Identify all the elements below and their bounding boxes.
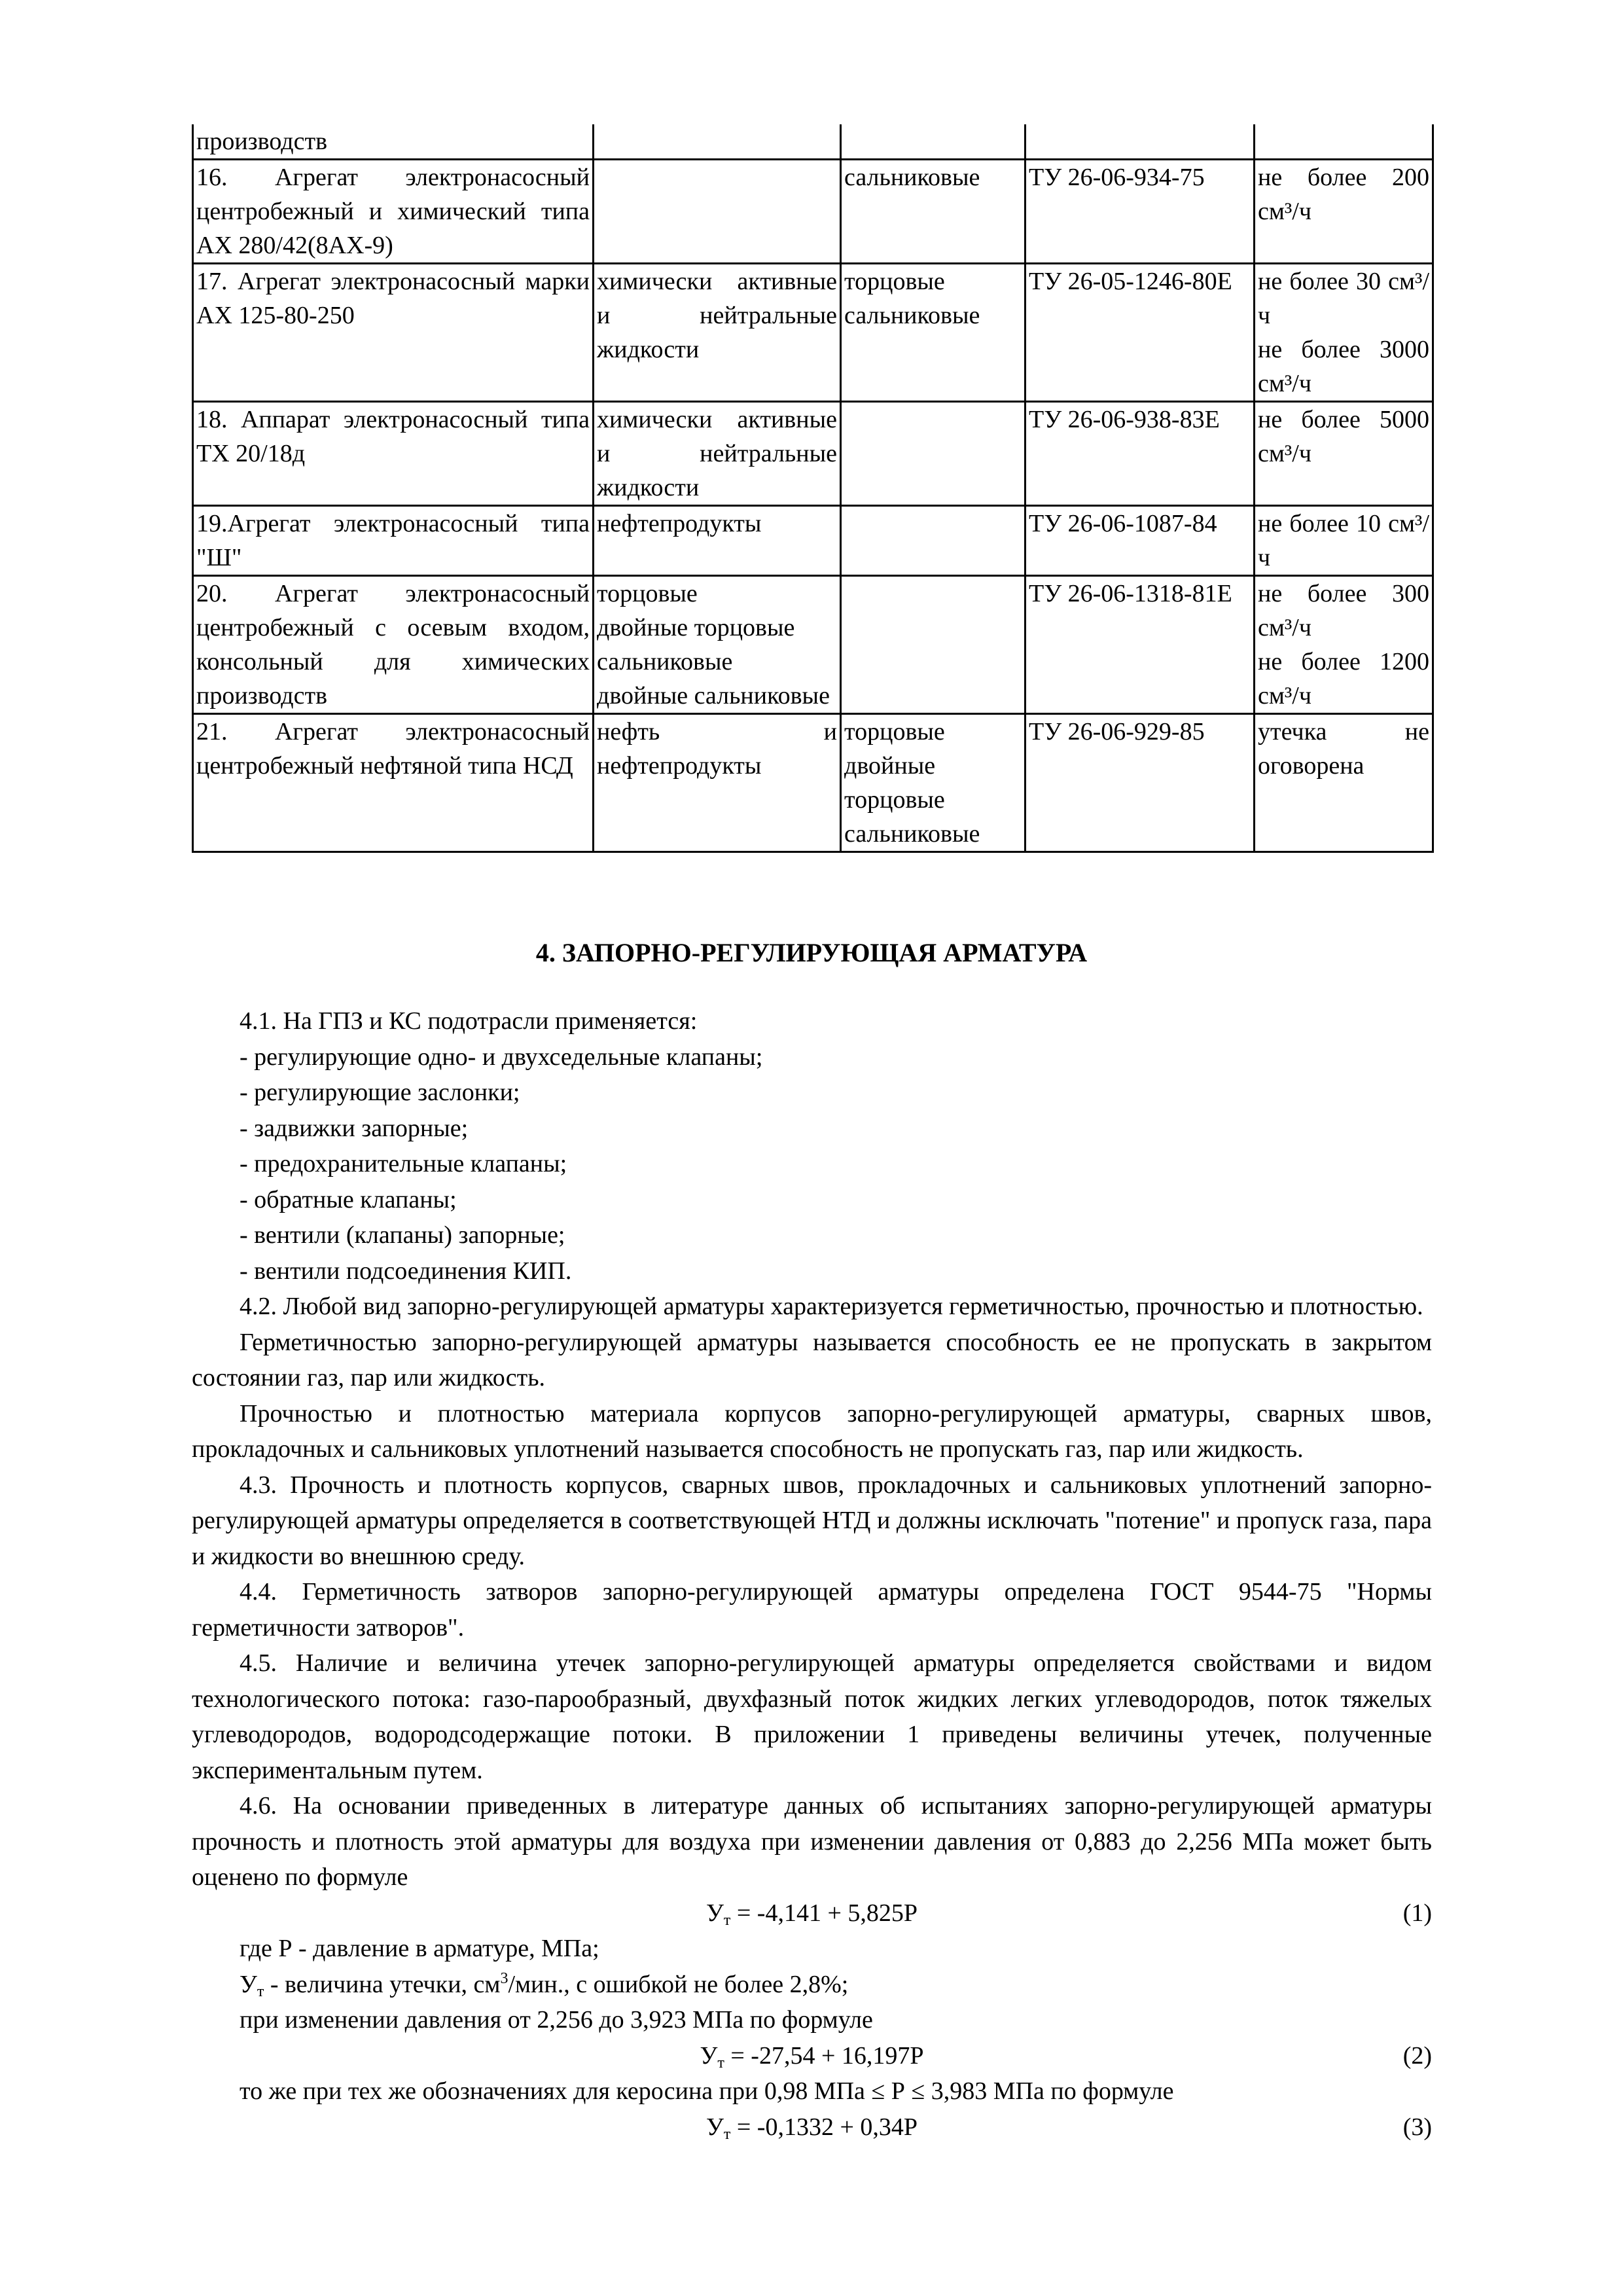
pump-spec-table [192, 124, 1434, 853]
pump-name-cell [193, 160, 594, 264]
pump-name-cell [193, 264, 594, 402]
formula-2 [192, 2038, 1432, 2074]
cell-line: ТУ 26-06-938-83Е [1029, 406, 1220, 433]
cell-line: не более 10 см³/ч [1258, 510, 1429, 571]
paragraph-4-2: 4.2. Любой вид запорно-регулирующей арматуры характеризуется герметичностью, прочностью и плотностью. [240, 1293, 1423, 1320]
range-formula-3: то же при тех же обозначениях для керосина при 0,98 МПа ≤ Р ≤ 3,983 МПа по формуле [240, 2077, 1174, 2105]
cell-line: торцовые [844, 268, 945, 295]
cell-line: нефтепродукты [597, 510, 762, 537]
cell-line: двойные торцовые [844, 752, 945, 814]
cell-line: не более 200 см³/ч [1258, 164, 1429, 225]
formula-1-number: (1) [1402, 1899, 1432, 1927]
cell-line: ТУ 26-05-1246-80Е [1029, 268, 1232, 295]
cell-line: химически активные и нейтральные жидкости [597, 268, 837, 363]
spec-doc-cell [1026, 264, 1255, 402]
seal-type-cell [841, 264, 1026, 402]
spec-doc-cell [1026, 402, 1255, 506]
section-heading: 4. ЗАПОРНО-РЕГУЛИРУЮЩАЯ АРМАТУРА [535, 938, 1088, 967]
seal-type-cell [841, 124, 1026, 160]
cell-line: ТУ 26-06-929-85 [1029, 718, 1205, 745]
paragraph-4-2-tightness: Герметичностью запорно-регулирующей арматуры называется способность ее не пропускать в закрытом состоянии газ, пар или жидкость. [192, 1328, 1432, 1391]
spec-doc-cell [1026, 506, 1255, 576]
cell-line: 17. Агрегат электронасосный марки АХ 125-80-250 [196, 268, 590, 329]
cell-line: не более 30 см³/ч [1258, 268, 1429, 329]
leak-limit-cell [1255, 506, 1433, 576]
cell-line: 18. Аппарат электронасосный типа ТХ 20/18д [196, 406, 590, 467]
table-row [193, 160, 1433, 264]
cell-line: нефть и нефтепродукты [597, 718, 837, 780]
leak-limit-cell [1255, 264, 1433, 402]
medium-cell [594, 402, 841, 506]
list-item: - задвижки запорные; [240, 1114, 469, 1142]
range-formula-2: при изменении давления от 2,256 до 3,923 МПа по формуле [240, 2006, 873, 2034]
medium-cell [594, 714, 841, 852]
pump-name-cell [193, 576, 594, 714]
cell-line: производств [196, 128, 328, 155]
cell-line: торцовые [844, 718, 945, 745]
paragraph-4-2-strength: Прочностью и плотностью материала корпусов запорно-регулирующей арматуры, сварных швов, прокладочных и сальниковых уплотнений называется способность не пропускать газ, пар или жидкость. [192, 1399, 1432, 1463]
medium-cell [594, 124, 841, 160]
section-body [192, 1003, 1432, 2145]
pump-name-cell [193, 124, 594, 160]
cell-line: сальниковые [597, 648, 733, 675]
list-item: - вентили (клапаны) запорные; [240, 1221, 565, 1249]
seal-type-cell [841, 714, 1026, 852]
formula-2-number: (2) [1402, 2041, 1432, 2070]
table-row [193, 714, 1433, 852]
formula-3-expression: $У_т = -0,1332 + 0,34Р$ [705, 2113, 918, 2143]
cell-line: 16. Агрегат электронасосный центробежный и химический типа АХ 280/42(8АХ-9) [196, 164, 590, 259]
fittings-list [192, 1039, 1432, 1289]
cell-line: ТУ 26-06-1087-84 [1029, 510, 1217, 537]
cell-line: сальниковые [844, 820, 980, 848]
cell-line: не более 5000 см³/ч [1258, 406, 1429, 467]
where-pressure: где Р - давление в арматуре, МПа; [240, 1935, 599, 1962]
formula-2-expression: $У_т = -27,54 + 16,197Р$ [700, 2041, 924, 2072]
where-leak: $У_т$ - величина утечки, $см^3$/мин., с ошибкой не более 2,8%; [240, 1969, 849, 2000]
cell-line: сальниковые [844, 302, 980, 329]
formula-3 [192, 2109, 1432, 2145]
cell-line: двойные торцовые [597, 614, 795, 641]
list-item: - регулирующие заслонки; [240, 1079, 520, 1106]
cell-line: торцовые [597, 580, 698, 607]
cell-line: двойные сальниковые [597, 682, 830, 709]
cell-line: утечка не оговорена [1258, 718, 1429, 780]
formula-1-expression: $У_т = -4,141 + 5,825Р$ [705, 1899, 918, 1929]
pump-name-cell [193, 714, 594, 852]
table-row [193, 264, 1433, 402]
paragraph-4-4: 4.4. Герметичность затворов запорно-регулирующей арматуры определена ГОСТ 9544-75 "Нормы герметичности затворов". [192, 1578, 1432, 1641]
cell-line: ТУ 26-06-934-75 [1029, 164, 1205, 191]
medium-cell [594, 576, 841, 714]
list-item: - предохранительные клапаны; [240, 1150, 567, 1177]
cell-line: ТУ 26-06-1318-81Е [1029, 580, 1232, 607]
medium-cell [594, 506, 841, 576]
table-row [193, 506, 1433, 576]
pump-name-cell [193, 506, 594, 576]
table-row [193, 576, 1433, 714]
spec-doc-cell [1026, 576, 1255, 714]
cell-line: не более 300 см³/ч [1258, 580, 1429, 641]
cell-line: 21. Агрегат электронасосный центробежный нефтяной типа НСД [196, 718, 590, 780]
leak-limit-cell [1255, 576, 1433, 714]
cell-line: не более 1200 см³/ч [1258, 648, 1429, 709]
leak-limit-cell [1255, 714, 1433, 852]
seal-type-cell [841, 402, 1026, 506]
medium-cell [594, 264, 841, 402]
spec-doc-cell [1026, 714, 1255, 852]
seal-type-cell [841, 506, 1026, 576]
table-row [193, 402, 1433, 506]
seal-type-cell [841, 160, 1026, 264]
list-item: - регулирующие одно- и двухседельные клапаны; [240, 1043, 763, 1071]
spec-doc-cell [1026, 124, 1255, 160]
paragraph-4-6: 4.6. На основании приведенных в литературе данных об испытаниях запорно-регулирующей арматуры прочность и плотность этой арматуры для воздуха при изменении давления от 0,883 до 2,256 МПа может быть оценено по формуле [192, 1792, 1432, 1891]
paragraph-4-5: 4.5. Наличие и величина утечек запорно-регулирующей арматуры определяется свойствами и видом технологического потока: газо-парообразный, двухфазный поток жидких легких углеводородов, поток тяжелых углеводородов, водородсодержащие потоки. В приложении 1 приведены величины утечек, полученные экспериментальным путем. [192, 1649, 1432, 1784]
table-row [193, 124, 1433, 160]
paragraph-4-3: 4.3. Прочность и плотность корпусов, сварных швов, прокладочных и сальниковых уплотнений запорно-регулирующей арматуры определяется в соответствующей НТД и должны исключать "потение" и пропуск газа, пара и жидкости во внешнюю среду. [192, 1471, 1432, 1570]
seal-type-cell [841, 576, 1026, 714]
cell-line: 19.Агрегат электронасосный типа "Ш" [196, 510, 590, 571]
spec-doc-cell [1026, 160, 1255, 264]
formula-1 [192, 1895, 1432, 1931]
paragraph-4-1: 4.1. На ГПЗ и КС подотрасли применяется: [240, 1007, 698, 1035]
cell-line: химически активные и нейтральные жидкости [597, 406, 837, 501]
medium-cell [594, 160, 841, 264]
leak-limit-cell [1255, 402, 1433, 506]
cell-line: не более 3000 см³/ч [1258, 336, 1429, 397]
cell-line: 20. Агрегат электронасосный центробежный с осевым входом, консольный для химических производств [196, 580, 590, 709]
list-item: - обратные клапаны; [240, 1185, 457, 1213]
pump-name-cell [193, 402, 594, 506]
leak-limit-cell [1255, 124, 1433, 160]
list-item: - вентили подсоединения КИП. [240, 1257, 572, 1285]
cell-line: сальниковые [844, 164, 980, 191]
formula-3-number: (3) [1402, 2113, 1432, 2141]
leak-limit-cell [1255, 160, 1433, 264]
